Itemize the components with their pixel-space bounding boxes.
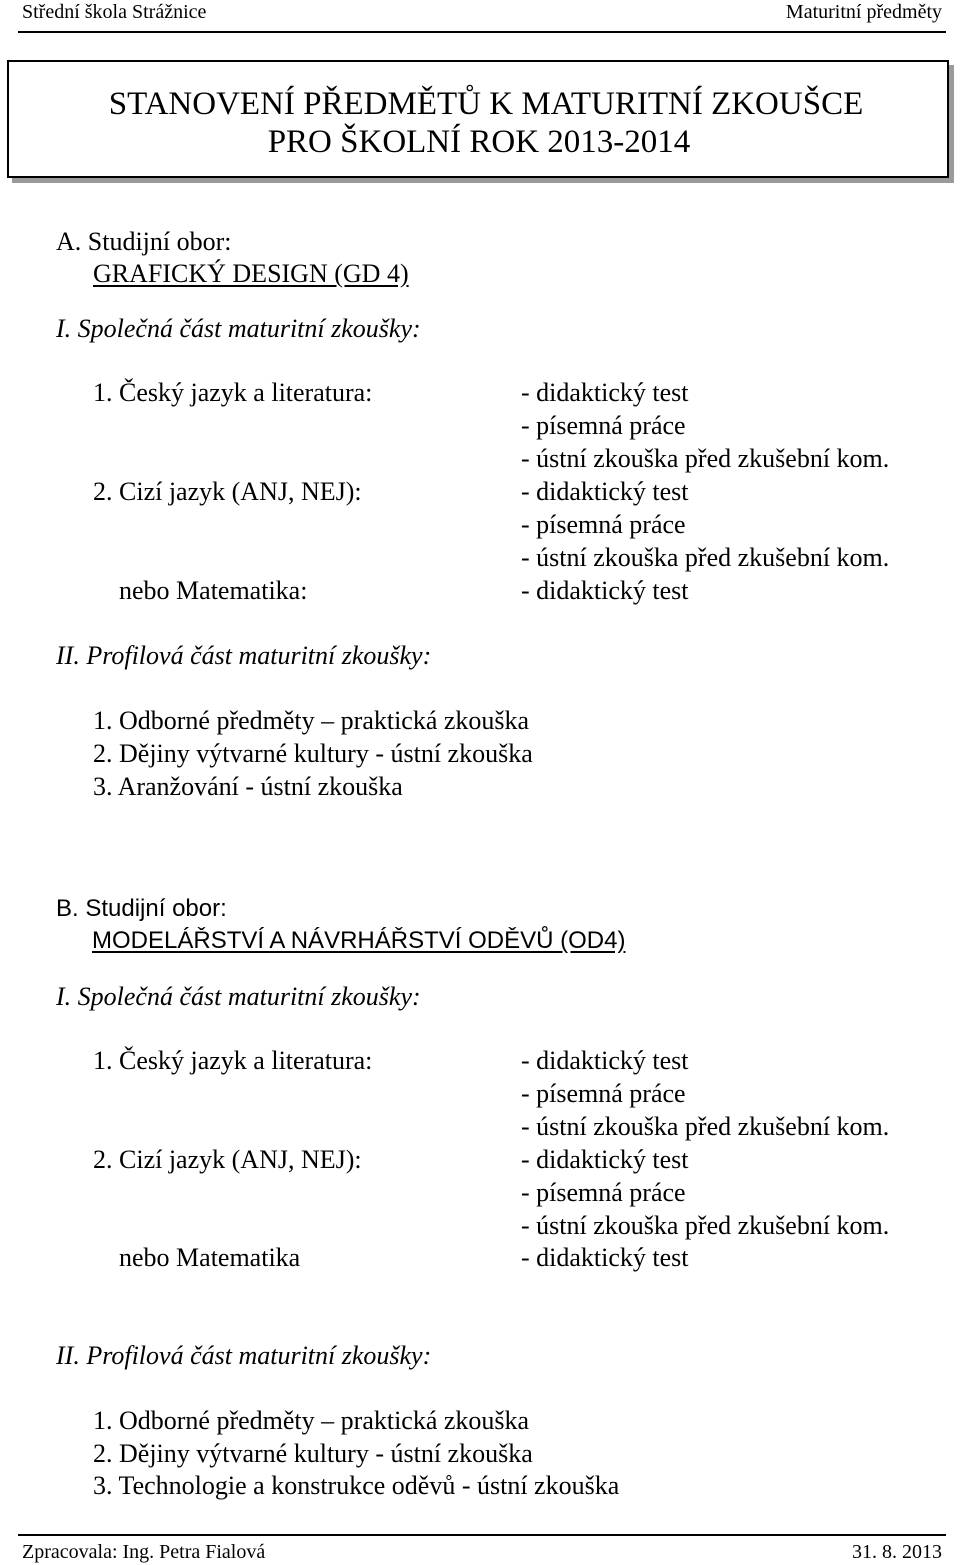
section-b-profile-item-2: 2. Dějiny výtvarné kultury - ústní zkouška [93,1439,533,1468]
section-a-foreign-exam-1: - didaktický test [521,477,689,506]
section-b-field: MODELÁŘSTVÍ A NÁVRHÁŘSTVÍ ODĚVŮ (OD4) [92,927,626,954]
section-b-profile-item-1: 1. Odborné předměty – praktická zkouška [93,1406,530,1435]
section-b-profile-item-3: 3. Technologie a konstrukce oděvů - ústní zkouška [93,1471,620,1500]
section-a-profile-item-2: 2. Dějiny výtvarné kultury - ústní zkouška [93,739,533,768]
section-b-label: B. Studijní obor: [56,895,227,922]
section-a-subject-czech: 1. Český jazyk a literatura: [93,378,373,407]
section-a-label: A. Studijní obor: [56,227,232,256]
section-b-math-exam-1: - didaktický test [521,1243,689,1272]
section-a-subject-math: nebo Matematika: [119,576,308,605]
section-b-foreign-exam-3: - ústní zkouška před zkušební kom. [521,1211,890,1240]
section-b-foreign-exam-2: - písemná práce [521,1178,686,1207]
section-a-common-heading: I. Společná část maturitní zkoušky: [56,314,421,343]
section-b-czech-exam-2: - písemná práce [521,1079,686,1108]
section-a-subject-foreign: 2. Cizí jazyk (ANJ, NEJ): [93,477,362,506]
section-b-czech-exam-1: - didaktický test [521,1046,689,1075]
section-b-czech-exam-3: - ústní zkouška před zkušební kom. [521,1112,890,1141]
header-school: Střední škola Strážnice [22,1,207,23]
section-a-profile-item-1: 1. Odborné předměty – praktická zkouška [93,706,530,735]
section-b-common-heading: I. Společná část maturitní zkoušky: [56,982,421,1011]
section-a-profile-item-3: 3. Aranžování - ústní zkouška [93,772,403,801]
section-a-profile-heading: II. Profilová část maturitní zkoušky: [56,641,432,670]
section-b-profile-heading: II. Profilová část maturitní zkoušky: [56,1341,432,1370]
header-subject: Maturitní předměty [785,1,942,23]
page-footer [0,1525,960,1565]
section-a-czech-exam-2: - písemná práce [521,411,686,440]
title-line-1: STANOVENÍ PŘEDMĚTŮ K MATURITNÍ ZKOUŠCE [108,86,864,122]
section-a-math-exam-1: - didaktický test [521,576,689,605]
section-a-czech-exam-3: - ústní zkouška před zkušební kom. [521,444,890,473]
section-b-subject-foreign: 2. Cizí jazyk (ANJ, NEJ): [93,1145,362,1174]
section-b-subject-math: nebo Matematika [119,1243,301,1272]
section-b-subject-czech: 1. Český jazyk a literatura: [93,1046,373,1075]
section-a-foreign-exam-3: - ústní zkouška před zkušební kom. [521,543,890,572]
document-title-box [7,60,949,178]
footer-author: Zpracovala: Ing. Petra Fialová [22,1541,266,1563]
footer-rule [18,1534,946,1536]
section-a-field: GRAFICKÝ DESIGN (GD 4) [93,259,409,288]
section-b-foreign-exam-1: - didaktický test [521,1145,689,1174]
section-a-foreign-exam-2: - písemná práce [521,510,686,539]
title-line-2: PRO ŠKOLNÍ ROK 2013-2014 [267,124,691,160]
footer-date: 31. 8. 2013 [852,1541,942,1563]
page-header [0,0,960,30]
header-rule [18,31,946,33]
section-a-czech-exam-1: - didaktický test [521,378,689,407]
